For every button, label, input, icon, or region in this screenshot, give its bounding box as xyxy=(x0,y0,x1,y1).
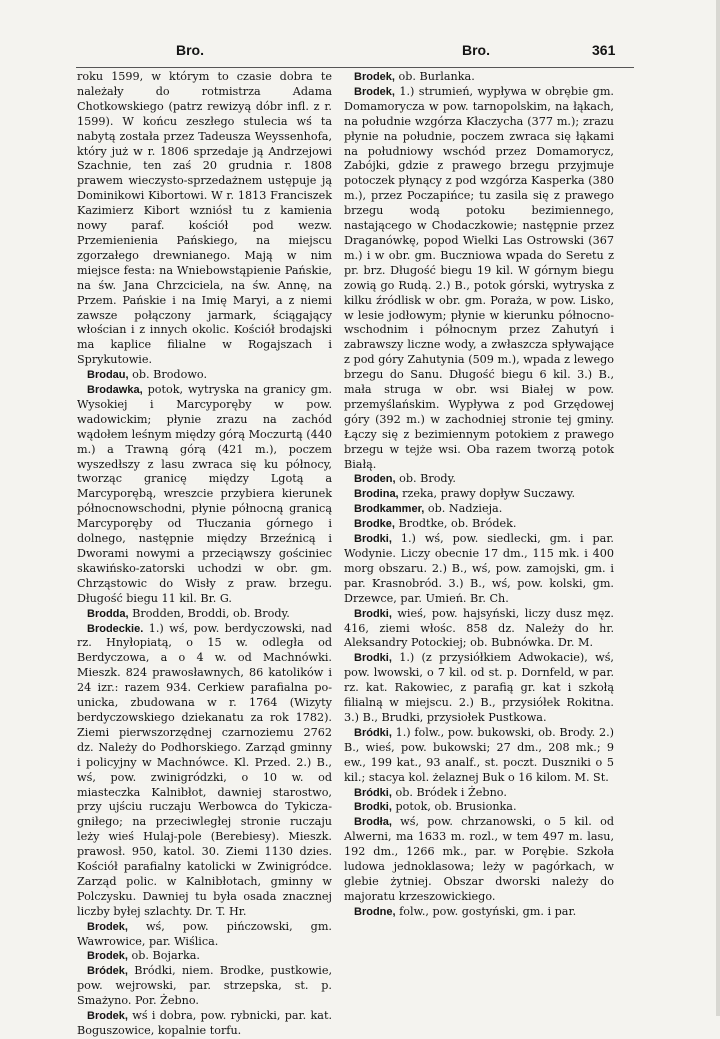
entry-headword: Brodek, xyxy=(87,920,128,933)
entry-headword: Bródki, xyxy=(354,786,392,799)
entry-headword: Brodki, xyxy=(354,533,392,546)
entry-headword: Brodke, xyxy=(354,518,395,531)
entry-text: ob. Brody. xyxy=(395,472,456,486)
entry xyxy=(344,800,614,815)
entry xyxy=(344,85,614,473)
header-rule xyxy=(76,67,634,68)
entry xyxy=(344,726,614,786)
entry-text: 1.) wś, pow. siedlecki, gm. i par. Wodynie. Liczy obecnie 17 dm., 115 mk. i 400 morg obszaru. 2.) B., wś, pow. zamojski, gm. i par. Krasnobród. 3.) B., wś, pow. kolski, gm. Drzewce, par. Umień. Br. Ch. xyxy=(344,532,614,605)
entry xyxy=(77,1009,332,1039)
header-left-title: Bro. xyxy=(176,42,204,58)
entry xyxy=(77,622,332,920)
entry-headword: Brodła, xyxy=(354,816,392,829)
entry-headword: Brodek, xyxy=(87,950,128,963)
entry-headword: Brodne, xyxy=(354,905,396,918)
entry xyxy=(77,607,332,622)
entry xyxy=(344,487,614,502)
entry-text: ob. Bródek i Żebno. xyxy=(391,785,507,799)
entry-headword: Brodau, xyxy=(87,369,129,382)
entry-headword: Brodek, xyxy=(354,85,395,98)
entry-headword: Bródek, xyxy=(87,965,128,978)
entry xyxy=(344,651,614,726)
entry xyxy=(344,472,614,487)
left-column xyxy=(77,70,332,1039)
entry xyxy=(77,949,332,964)
entry-headword: Brodkammer, xyxy=(354,503,425,516)
entry-headword: Brodki, xyxy=(354,652,392,665)
entry-headword: Brodek, xyxy=(87,1010,128,1023)
entry-text: wś, pow. chrzanowski, o 5 kil. od Alwerni, ma 1633 m. rozl., w tem 497 m. lasu, 192 dm., 1266 mk., par. w Porębie. Szkoła ludowa jednoklasowa; leży w pagórkach, w glebie żytniej. Obszar dworski należy do majoratu krzeszowickiego. xyxy=(344,815,614,903)
entry-headword: Brodki, xyxy=(354,801,392,814)
entry-text: wś i dobra, pow. rybnicki, par. kat. Boguszowice, kopalnie torfu. xyxy=(77,1009,332,1037)
entry-headword: Bródki, xyxy=(354,726,392,739)
entry-text: Brodden, Broddi, ob. Brody. xyxy=(128,606,290,620)
entry xyxy=(77,383,332,607)
entry-text: ob. Nadzieja. xyxy=(424,502,503,516)
entry-headword: Brodek, xyxy=(354,71,395,83)
entry-text: potok, ob. Brusionka. xyxy=(391,800,517,814)
entry-text: wś, pow. pińczowski, gm. Wawrowice, par. Wiślica. xyxy=(77,919,332,948)
entry xyxy=(77,920,332,950)
entry xyxy=(344,517,614,532)
entry-text: 1.) wś, pow. berdyczowski, nad rz. Hnyłopiatą, o 15 w. odległa od Berdyczowa, a o 4 w. od Machnówki. Mieszk. 824 prawosławnych, 86 katolików i 24 izr.: razem 934. Cerkiew parafialna po-unicka, zbudowana w r. 1764 (Wizyty berdyczowskiego dziekanatu za rok 1782). Ziemi pierwszorzędnej czarnoziemu 2762 dz. Należy do Podhorskiego. Zarząd gminny i policyjny w Machnówce. Kl. Przed. 2.) B., wś, pow. zwinigródzki, o 10 w. od miasteczka Kalnibłot, dawniej starostwo, przy ujściu ruczaju Werbowca do Tykicza-gniłego; na przeciwległej stronie ruczaju leży wieś Hulaj-pole (Berebiesy). Mieszk. prawosł. 950, katol. 30. Ziemi 1130 dzies. Kościół parafialny katolicki w Zwinigródce. Zarząd polic. w Kalnibłotach, gminny w Polczysku. Dawniej tu była osada znacznej liczby byłej szlachty. Dr. T. Hr. xyxy=(77,621,332,918)
entry-headword: Brodda, xyxy=(87,607,129,620)
entry xyxy=(344,905,614,920)
entry xyxy=(77,368,332,383)
entry-headword: Brodawka, xyxy=(87,384,143,397)
entry xyxy=(344,786,614,801)
right-column xyxy=(344,70,614,920)
entry xyxy=(344,815,614,904)
entry-text: wieś, pow. hajsyński, liczy dusz męz. 416, ziemi włośc. 858 dz. Należy do hr. Aleksandry Potockiej; ob. Bubnówka. Dr. M. xyxy=(344,606,614,650)
entry-text: Bródki, niem. Brodke, pustkowie, pow. wejrowski, par. strzepska, st. p. Smażyno. Por. Żebno. xyxy=(77,964,332,1008)
entry-text: 1.) (z przysiółkiem Adwokacie), wś, pow. lwowski, o 7 kil. od st. p. Dornfeld, w par. rz. kat. Rakowiec, z parafią gr. kat i szkołą filialną w miejscu. 2.) B., przysiółek Rokitna. 3.) B., Brudki, przysiołek Pustkowa. xyxy=(344,651,614,724)
entry-headword: Brodina, xyxy=(354,488,399,501)
header-center-title: Bro. xyxy=(462,42,490,58)
entry xyxy=(344,607,614,652)
entry-text: 1.) strumień, wypływa w obrębie gm. Domamorycza w pow. tarnopolskim, na łąkach, na południe wzgórza Kłaczycha (377 m.); zrazu płynie na południe, poczem zwraca się łąkami na południowy wschód przez Domamorycz, Zabójki, gdzie z prawego brzegu przyjmuje potoczek płynący z pod wzgórza Kasperka (380 m.), przez Poczapińce; tu zasila się z prawego brzegu wodą potoku bezimiennego, nastającego w Chodaczkowie; następnie przez Draganówkę, popod Wielki Las Ostrowski (367 m.) i w obr. gm. Buczniowa wpada do Seretu z pr. brz. Długość biegu 19 kil. W górnym biegu zowią go Rudą. 2.) B., potok górski, wytryska z kilku źródlisk w obr. gm. Poraża, w pow. Lisko, w lesie jodłowym; płynie w kierunku północno-wschodnim i północnym przez Zahutyń i zabrawszy liczne wody, a zwłaszcza spływające z pod góry Zahutynia (509 m.), wpada z lewego brzegu do Sanu. Długość biegu 6 kil. 3.) B., mała struga w obr. wsi Białej w pow. przemyślańskim. Wypływa z pod Grzędowej góry (392 m.) w zachodniej stronie tej gminy. Łączy się z bezimiennym potokiem z prawego brzegu w tejże wsi. Oba razem tworzą potok Białą. xyxy=(344,84,614,471)
entry-text: potok, wytryska na granicy gm. Wysokiej i Marcyporęby w pow. wadowickim; płynie zrazu na zachód wądołem leśnym między górą Moczurtą (440 m.) a Trawną górą (421 m.), poczem wyszedłszy z lasu zwraca się ku północy, tworząc granicę między Lgotą a Marcyporębą, wreszcie przybiera kierunek północnowschodni, płynie północną granicą Marcyporęby od Tłuczania górnego i dolnego, następnie między Brzeźnicą i Dworami nowymi a przeciąwszy gościniec skawińsko-zatorski uchodzi w obr. gm. Chrząstowic do Wisły z praw. brzegu. Długość biegu 11 kil. Br. G. xyxy=(77,383,332,605)
entry-text: folw., pow. gostyński, gm. i par. xyxy=(395,904,577,918)
entry-headword: Broden, xyxy=(354,473,396,486)
entry-text: 1.) folw., pow. bukowski, ob. Brody. 2.) B., wieś, pow. bukowski; 27 dm., 208 mk.; 9 ew., 199 kat., 93 analf., st. poczt. Duszniki o 5 kil.; stacya kol. żelaznej Buk o 16 kilom. M. St. xyxy=(344,725,614,784)
entry-headword: Brodeckie. xyxy=(87,622,144,635)
entry-headword: Brodki, xyxy=(354,607,392,620)
entry-text: Brodtke, ob. Bródek. xyxy=(394,517,517,531)
entry-text: ob. Brodowo. xyxy=(128,368,208,382)
entry-text: roku 1599, w którym to czasie dobra te należały do rotmistrza Adama Chotkowskiego (patrz rewizyą dóbr infl. z r. 1599). W końcu zeszłego stulecia wś ta nabytą została przez Tadeusza Weyssenhofa, który już w r. 1806 sprzedaje ją Andrzejowi Szachnie, ten zaś 20 grudnia r. 1808 prawem wieczysto-sprzedażnem ustępuje ją Dominikowi Kibortowi. W r. 1813 Franciszek Kazimierz Kibort wzniósł tu z kamienia nowy paraf. kościół pod wezw. Przemienienia Pańskiego, na miejscu zgorzałego drewnianego. Mają w nim miejsce festa: na Wniebowstąpienie Pańskie, na św. Jana Chrzciciela, na św. Annę, na Przem. Pańskie i na Imię Maryi, a z niemi zawsze połączony jarmark, ściągający włościan i z innych okolic. Kościół brodajski ma kaplice filialne w Rogajszach i Sprykutowie. xyxy=(77,70,332,367)
entry-text: rzeka, prawy dopływ Suczawy. xyxy=(398,487,576,501)
entry xyxy=(77,70,332,368)
entry xyxy=(344,502,614,517)
entry xyxy=(77,964,332,1009)
entry-text: ob. Bojarka. xyxy=(127,949,200,963)
running-header xyxy=(0,42,720,62)
page-edge xyxy=(716,0,720,1016)
page-number: 361 xyxy=(592,42,616,58)
entry xyxy=(344,70,614,85)
entry-text: ob. Burlanka. xyxy=(394,70,475,83)
entry xyxy=(344,532,614,607)
